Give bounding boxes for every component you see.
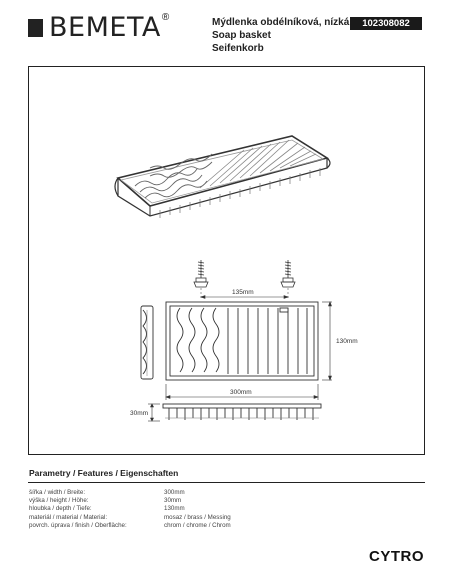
param-label: materiál / material / Material:: [29, 513, 108, 521]
param-row-material: [29, 514, 284, 522]
logo-text: BEMETA: [49, 12, 161, 43]
brand-logo: [28, 14, 169, 41]
param-row-finish: [29, 522, 284, 530]
param-value: mosaz / brass / Messing: [164, 513, 231, 521]
parameters-table: [29, 489, 284, 530]
param-value: chrom / chrome / Chrom: [164, 521, 231, 529]
param-row-width: [29, 489, 284, 497]
height-label: 30mm: [130, 410, 149, 417]
product-titles: [212, 16, 349, 55]
product-code-badge: 102308082: [350, 17, 422, 30]
width-label: 300mm: [230, 389, 252, 396]
depth-label: 130mm: [336, 338, 358, 345]
product-title-cz: Mýdlenka obdélníková, nízká: [212, 17, 350, 28]
series-name: CYTRO: [369, 548, 424, 565]
param-label: hloubka / depth / Tiefe:: [29, 505, 92, 513]
param-value: 130mm: [164, 505, 185, 513]
param-row-depth: [29, 505, 284, 513]
mount-spacing-label: 135mm: [232, 289, 254, 296]
product-title-en: Soap basket: [212, 30, 271, 41]
parameters-heading: Parametry / Features / Eigenschaften: [29, 468, 179, 478]
registered-mark: ®: [161, 12, 170, 23]
param-label: povrch. úprava / finish / Oberfläche:: [29, 521, 127, 529]
parameters-divider: [28, 482, 425, 483]
product-title-de: Seifenkorb: [212, 43, 264, 54]
param-value: 30mm: [164, 497, 182, 505]
param-label: šířka / width / Breite:: [29, 489, 86, 496]
param-row-height: [29, 497, 284, 505]
logo-mark: [28, 19, 43, 37]
param-label: výška / height / Höhe:: [29, 497, 89, 505]
param-value: 300mm: [164, 489, 185, 496]
drawing-frame: [28, 66, 425, 455]
